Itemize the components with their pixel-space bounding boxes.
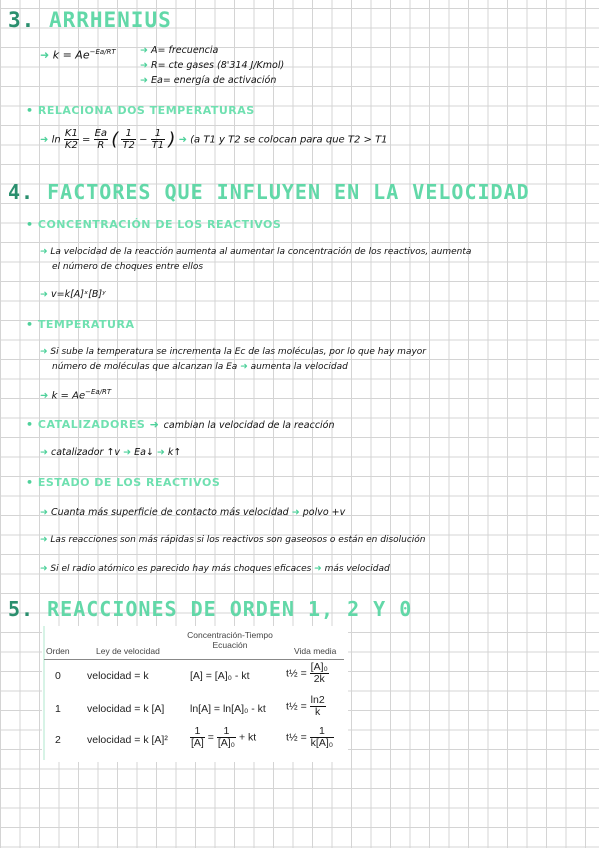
temperatura-text: Si sube la temperatura se incrementa la Ec de las moléculas, por lo que hay mayor	[50, 347, 426, 357]
row-0-vida-num: [A]₀	[310, 661, 328, 673]
estado-heading-text: ESTADO DE LOS REACTIVOS	[37, 476, 221, 489]
row-1-ley: velocidad = k [A]	[87, 703, 165, 715]
arrow-icon: ➜	[140, 45, 148, 56]
arrhenius-note-text: R= cte gases (8'314 J/Kmol)	[151, 60, 285, 71]
t1: T1	[151, 140, 165, 151]
arrow-icon: ➜	[40, 447, 48, 458]
relaciona-heading-text: RELACIONA DOS TEMPERATURAS	[37, 104, 255, 117]
row-2-orden: 2	[55, 734, 61, 746]
temperatura-heading	[26, 318, 134, 331]
row-2-conc-b-den: [A]₀	[217, 737, 236, 749]
relaciona-heading	[26, 104, 255, 117]
arrow-icon: ➜	[123, 447, 132, 458]
section-4-heading	[8, 180, 530, 204]
ea: Ea	[94, 128, 108, 139]
arrhenius-note-3	[140, 75, 276, 86]
arrhenius-note-text: A= frecuencia	[151, 45, 219, 56]
catalizador-text: catalizador ↑v	[51, 447, 121, 458]
row-2-conc-frac-a	[190, 726, 205, 749]
row-2-conc-eq: =	[207, 731, 214, 744]
estado-line-3	[40, 564, 390, 574]
arrow-icon: ➜	[40, 347, 48, 357]
arrow-icon: ➜	[40, 48, 50, 62]
arrhenius-formula	[40, 48, 116, 62]
concentracion-heading	[26, 218, 281, 231]
ea-r-ratio	[94, 128, 108, 151]
estado-text-2: Las reacciones son más rápidas si los reactivos son gaseosos o están en disolución	[50, 535, 426, 545]
arrow-icon: ➜	[156, 447, 165, 458]
k-ratio	[64, 128, 79, 151]
inv-t1	[151, 128, 165, 151]
arrow-icon: ➜	[291, 507, 300, 518]
row-2-vida-num: 1	[310, 726, 334, 738]
arrow-icon: ➜	[240, 362, 248, 372]
catalizador-ea: Ea↓	[134, 447, 154, 458]
row-2-vida-den: k[A]₀	[310, 737, 334, 749]
row-0-vida	[286, 662, 329, 685]
arrow-icon: ➜	[40, 134, 49, 146]
section-5-title: REACCIONES DE ORDEN 1, 2 Y 0	[47, 597, 413, 621]
arrow-icon: ➜	[40, 564, 48, 574]
row-1-vida-lhs: t½ =	[286, 700, 307, 713]
row-2-vida	[286, 726, 334, 749]
arrow-icon: ➜	[40, 507, 48, 518]
catalizador-k: k↑	[167, 447, 182, 458]
catalizadores-heading-text: CATALIZADORES	[37, 418, 146, 431]
table-side-bar	[43, 626, 45, 760]
arrhenius-note-text: Ea= energía de activación	[151, 75, 277, 86]
estado-text-3: Si el radio atómico es parecido hay más choques eficaces	[50, 564, 312, 574]
header-ley: Ley de velocidad	[96, 646, 160, 656]
arrow-icon: ➜	[178, 134, 187, 146]
rate-law-formula: v=k[A]ˣ[B]ʸ	[51, 289, 106, 300]
orders-table	[42, 626, 348, 762]
estado-text-1-end: polvo +v	[302, 507, 346, 518]
bullet-icon: •	[26, 476, 34, 489]
row-1-conc: ln[A] = ln[A]₀ - kt	[190, 703, 266, 715]
row-0-conc: [A] = [A]₀ - kt	[190, 670, 250, 682]
temperatura-text-end: aumenta la velocidad	[250, 362, 348, 372]
section-4-number: 4.	[8, 180, 35, 204]
inv-t2	[121, 128, 135, 151]
arrow-icon: ➜	[40, 535, 48, 545]
row-2-conc-b-num: 1	[217, 726, 236, 738]
row-2-vida-frac	[310, 726, 334, 749]
header-conc	[170, 630, 290, 650]
estado-line-2	[40, 535, 426, 545]
k2: K2	[64, 140, 78, 151]
one: 1	[121, 128, 135, 140]
k1: K1	[64, 128, 78, 139]
row-0-orden: 0	[55, 670, 61, 682]
row-0-ley: velocidad = k	[87, 670, 149, 682]
estado-heading	[26, 476, 220, 489]
arrow-icon: ➜	[140, 75, 148, 86]
header-divider	[44, 659, 344, 660]
row-2-vida-lhs: t½ =	[286, 731, 307, 744]
row-1-vida-den: k	[315, 706, 321, 718]
section-4-title: FACTORES QUE INFLUYEN EN LA VELOCIDAD	[47, 180, 530, 204]
concentracion-line-2: el número de choques entre ellos	[52, 262, 204, 272]
row-2-conc-frac-b	[217, 726, 236, 749]
arrow-icon: ➜	[40, 289, 48, 300]
arrhenius-note-1	[140, 45, 218, 56]
catalizadores-line	[40, 447, 181, 458]
section-3-title: ARRHENIUS	[48, 8, 172, 32]
row-2-conc-tail: + kt	[238, 731, 257, 744]
estado-text-1: Cuanta más superficie de contacto más velocidad	[51, 507, 289, 518]
ln-label: ln	[51, 134, 61, 146]
section-5-number: 5.	[8, 597, 35, 621]
temperatura-formula	[40, 388, 111, 401]
temp-formula-exp: −Ea/RT	[85, 388, 112, 396]
one: 1	[151, 128, 165, 140]
section-3-number: 3.	[8, 8, 36, 32]
arrhenius-formula-exp: −Ea/RT	[89, 48, 116, 56]
row-1-vida-frac	[310, 695, 326, 718]
temperatura-line-1	[40, 347, 426, 357]
row-2-conc-a-num: 1	[190, 726, 205, 738]
relaciona-note: (a T1 y T2 se colocan para que T2 > T1	[190, 134, 388, 146]
row-0-vida-frac	[310, 662, 329, 685]
bullet-icon: •	[26, 218, 34, 231]
arrhenius-note-2	[140, 60, 284, 71]
relaciona-formula: ➜ ln $\frac{K1}{K2}$ = $\frac{Ea}{R}$ ( $\frac{1}{T2}$ − $\frac{1}{T1}$ ) ➜ (a T1 y T2 se colocan para que T2 > T1	[40, 128, 388, 151]
row-1-orden: 1	[55, 703, 61, 715]
row-1-vida-num: ln2	[310, 694, 325, 706]
temperatura-text-2: número de moléculas que alcanzan la Ea	[52, 362, 238, 372]
bullet-icon: •	[26, 418, 34, 431]
temp-formula-base: k = Ae	[51, 390, 86, 402]
concentracion-text: La velocidad de la reacción aumenta al aumentar la concentración de los reactivos, aumenta	[50, 247, 472, 257]
row-2-conc	[190, 726, 256, 749]
row-0-vida-lhs: t½ =	[286, 667, 307, 680]
arrow-icon: ➜	[140, 60, 148, 71]
estado-text-3-end: más velocidad	[324, 564, 390, 574]
header-vida: Vida media	[294, 646, 337, 656]
section-3-heading	[8, 8, 172, 32]
header-conc-line-1: Concentración-Tiempo	[187, 630, 273, 640]
r: R	[97, 140, 105, 151]
concentracion-formula	[40, 289, 106, 300]
bullet-icon: •	[26, 104, 34, 117]
arrow-icon: ➜	[314, 564, 322, 574]
catalizadores-heading	[26, 418, 335, 431]
arrow-icon: ➜	[149, 418, 160, 431]
arrhenius-formula-base: k = Ae	[52, 48, 90, 62]
row-2-conc-a-den: [A]	[191, 737, 204, 749]
concentracion-line-1	[40, 247, 471, 257]
temperatura-heading-text: TEMPERATURA	[37, 318, 135, 331]
catalizadores-text: cambian la velocidad de la reacción	[163, 420, 335, 431]
header-conc-line-2: Ecuación	[212, 640, 248, 650]
arrow-icon: ➜	[40, 390, 49, 402]
temperatura-line-2	[52, 362, 348, 372]
row-1-vida	[286, 695, 326, 718]
estado-line-1	[40, 507, 345, 518]
row-0-vida-den: 2k	[313, 673, 325, 685]
section-5-heading	[8, 597, 412, 621]
arrow-icon: ➜	[40, 247, 48, 257]
concentracion-heading-text: CONCENTRACIÓN DE LOS REACTIVOS	[37, 218, 282, 231]
bullet-icon: •	[26, 318, 34, 331]
header-orden: Orden	[46, 646, 70, 656]
row-2-ley: velocidad = k [A]²	[87, 734, 168, 746]
t2: T2	[122, 140, 135, 151]
